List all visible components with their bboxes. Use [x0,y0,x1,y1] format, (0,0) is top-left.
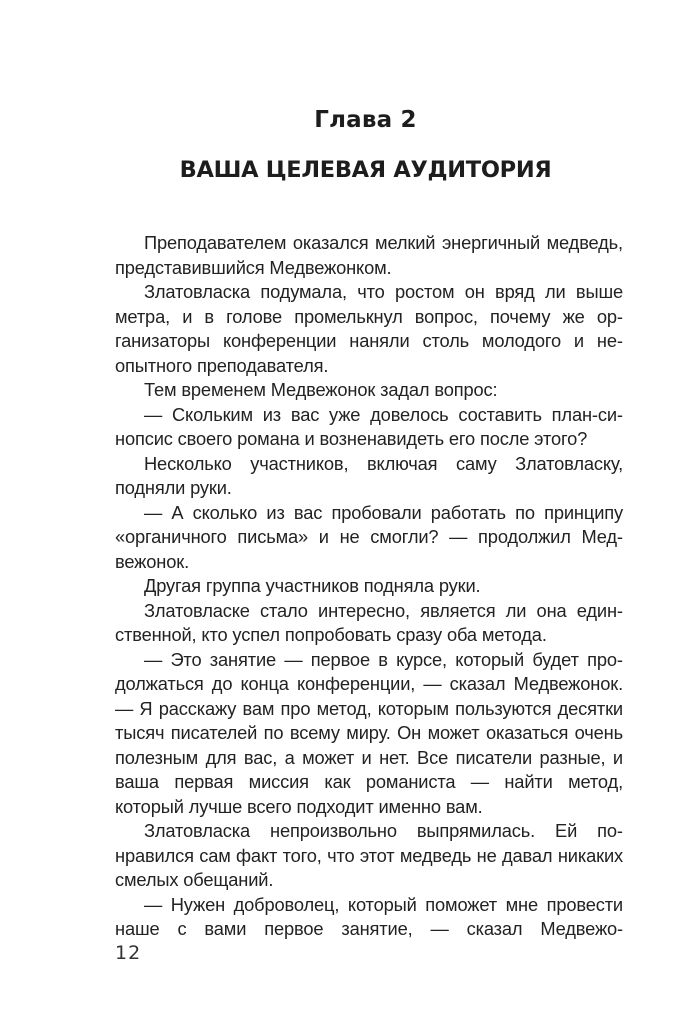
paragraph: Тем временем Медвежонок задал вопрос: [144,379,498,400]
paragraph: — Нужен доброволец, который поможет мне провести наше с вами первое занятие, — сказал Медвежо- [115,893,623,939]
paragraph: Другая группа участников подняла руки. [144,575,481,596]
paragraph: Несколько участников, включая саму Златовласку, подняли руки. [115,452,623,498]
chapter-title: ВАША ЦЕЛЕВАЯ АУДИТОРИЯ [179,157,552,183]
paragraph: — Скольким из вас уже довелось составить план-синопсис своего романа и возненавидеть его после этого? [115,403,623,449]
page-number: 12 [115,942,142,964]
paragraph: — А сколько из вас пробовали работать по принципу «органичного письма» и не смогли? — продолжил Медвежонок. [115,501,623,572]
paragraph: Златовласка подумала, что ростом он вряд ли выше метра, и в голове промелькнул вопрос, почему же организаторы конференции наняли столь молодого и неопытного преподавателя. [115,281,623,376]
paragraph: Златовласке стало интересно, является ли она единственной, кто успел попробовать сразу оба метода. [115,599,623,645]
paragraph: — Это занятие — первое в курсе, который будет продолжаться до конца конференции, — сказал Медвежонок. — Я расскажу вам про метод, которым пользуются десятки тысяч писателей по всему миру. Он может оказаться очень полезным для вас, а может и нет. Все писатели разные, и ваша первая миссия как романиста — найти метод, который лучше всего подходит именно вам. [115,648,623,817]
body-text [115,231,623,942]
paragraph: Златовласка непроизвольно выпрямилась. Ей понравился сам факт того, что этот медведь не давал никаких смелых обещаний. [115,820,623,890]
chapter-number: Глава 2 [314,107,417,133]
paragraph: Преподавателем оказался мелкий энергичный медведь, представившийся Медвежонком. [115,232,623,278]
